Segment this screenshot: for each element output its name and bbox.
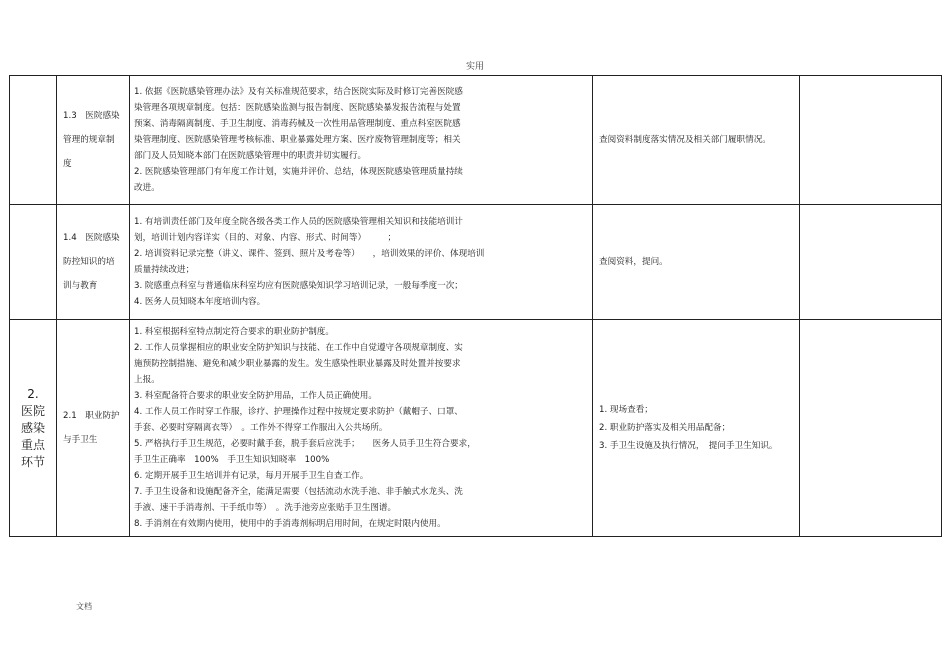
requirement-line: 手卫生正确率 100% 手卫生知识知晓率 100% — [134, 455, 330, 465]
page-footer: 文档 — [76, 602, 92, 611]
requirement-line: 1. 有培训责任部门及年度全院各级各类工作人员的医院感染管理相关知识和技能培训计 — [134, 217, 463, 227]
section-cell — [10, 76, 57, 205]
requirement-line: 5. 严格执行手卫生规范，必要时戴手套，脱手套后应洗手； 医务人员手卫生符合要求， — [134, 439, 476, 449]
requirement-line: 手液、速干手消毒剂、干手纸巾等） 。洗手池旁应张贴手卫生图谱。 — [134, 503, 397, 513]
requirement-line: 1. 依据《医院感染管理办法》及有关标准规范要求，结合医院实际及时修订完善医院感 — [134, 87, 463, 97]
section-number: 2. — [27, 386, 39, 401]
requirement-line: 1. 科室根据科室特点制定符合要求的职业防护制度。 — [134, 327, 334, 337]
requirement-line: 2. 工作人员掌握相应的职业安全防护知识与技能、在工作中自觉遵守各项规章制度、实 — [134, 343, 463, 353]
table-row — [10, 76, 942, 205]
requirement-line: 7. 手卫生设备和设施配备齐全，能满足需要（包括流动水洗手池、非手触式水龙头、洗 — [134, 487, 463, 497]
requirement-line: 4. 工作人员工作时穿工作服，诊疗、护理操作过程中按规定要求防护（戴帽子、口罩、 — [134, 407, 463, 417]
requirements-cell — [130, 76, 593, 205]
requirement-line: 预案、消毒隔离制度、手卫生制度、消毒药械及一次性用品管理制度、重点科室医院感 — [134, 119, 461, 129]
requirement-line: 染管理各项规章制度。包括：医院感染监测与报告制度、医院感染暴发报告流程与处置 — [134, 103, 461, 113]
requirement-line: 3. 科室配备符合要求的职业安全防护用品，工作人员正确使用。 — [134, 391, 377, 401]
method-line: 2. 职业防护落实及相关用品配备； — [599, 423, 731, 433]
section-cell — [10, 205, 57, 320]
method-cell — [593, 320, 800, 537]
item-cell: 2.1 职业防护与手卫生 — [57, 320, 130, 537]
inspection-table — [9, 75, 942, 537]
score-cell — [800, 205, 942, 320]
section-title: 医院感染重点环节 — [20, 403, 45, 469]
table-row — [10, 205, 942, 320]
score-cell — [800, 320, 942, 537]
page-header: 实用 — [465, 62, 484, 72]
score-cell — [800, 76, 942, 205]
requirement-line: 染管理制度、医院感染管理考核标准、职业暴露处理方案、医疗废物管理制度等；相关 — [134, 135, 461, 145]
requirement-line: 划，培训计划内容详实（目的、对象、内容、形式、时间等） ； — [134, 233, 397, 243]
requirement-line: 8. 手消剂在有效期内使用，使用中的手消毒剂标明启用时间，在规定时限内使用。 — [134, 519, 446, 529]
requirement-line: 6. 定期开展手卫生培训并有记录，每月开展手卫生自查工作。 — [134, 471, 369, 481]
requirement-line: 手套、必要时穿隔离衣等） 。工作外不得穿工作服出入公共场所。 — [134, 423, 388, 433]
method-line: 1. 现场查看； — [599, 405, 653, 415]
requirements-cell — [130, 320, 593, 537]
requirement-line: 部门及人员知晓本部门在医院感染管理中的职责并切实履行。 — [134, 151, 367, 161]
requirement-line: 2. 培训资料记录完整（讲义、课件、签到、照片及考卷等） ，培训效果的评价、体现培训 — [134, 249, 485, 259]
requirement-line: 4. 医务人员知晓本年度培训内容。 — [134, 297, 266, 307]
item-cell: 1.3 医院感染管理的规章制度 — [57, 76, 130, 205]
method-cell: 查阅资料，提问。 — [593, 205, 800, 320]
section-cell — [10, 320, 57, 537]
requirement-line: 质量持续改进； — [134, 265, 195, 275]
table-row — [10, 320, 942, 537]
requirement-line: 上报。 — [134, 375, 160, 385]
item-cell: 1.4 医院感染防控知识的培训与教育 — [57, 205, 130, 320]
requirement-line: 2. 医院感染管理部门有年度工作计划，实施并评价、总结，体现医院感染管理质量持续 — [134, 167, 463, 177]
requirement-line: 3. 院感重点科室与普通临床科室均应有医院感染知识学习培训记录，一般每季度一次； — [134, 281, 463, 291]
method-line: 3. 手卫生设施及执行情况， 提问手卫生知识。 — [599, 441, 778, 451]
requirement-line: 改进。 — [134, 183, 160, 193]
requirement-line: 施预防控制措施、避免和减少职业暴露的发生。发生感染性职业暴露及时处置并按要求 — [134, 359, 461, 369]
method-cell: 查阅资料制度落实情况及相关部门履职情况。 — [593, 76, 800, 205]
requirements-cell — [130, 205, 593, 320]
